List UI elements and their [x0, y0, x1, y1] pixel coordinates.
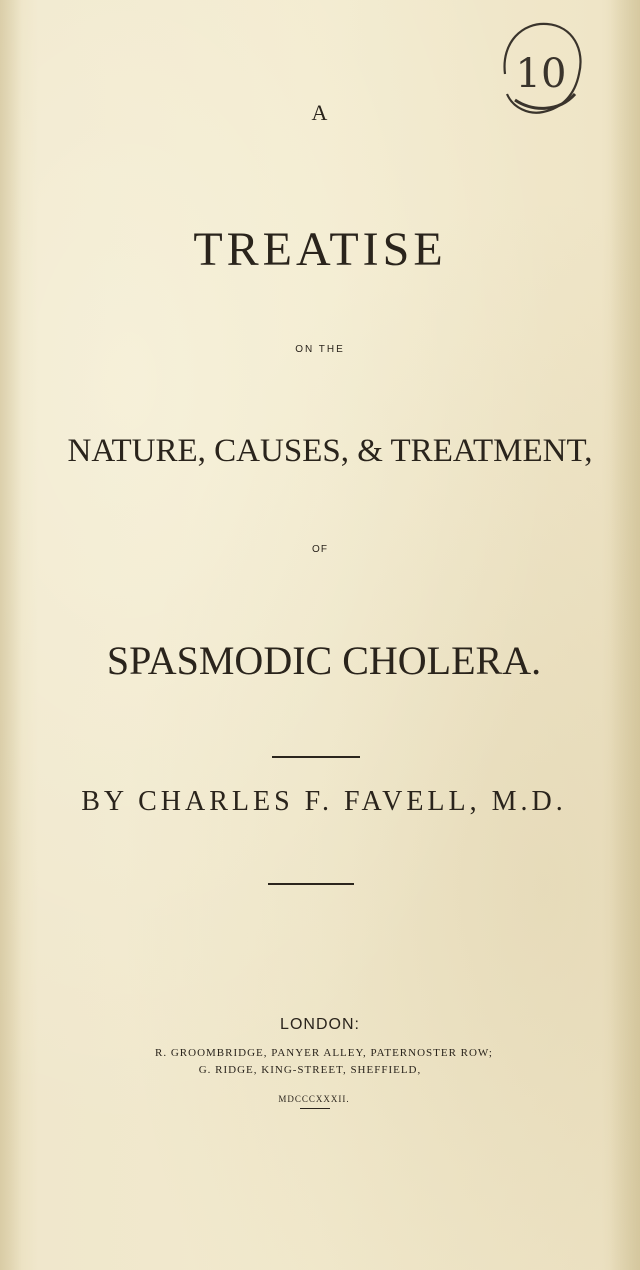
main-title: TREATISE — [193, 223, 447, 276]
imprint-date: MDCCCXXXII. — [278, 1094, 350, 1104]
imprint-publisher-line-2: G. RIDGE, KING-STREET, SHEFFIELD, — [198, 1064, 422, 1076]
stamp-number: 10 — [515, 51, 567, 97]
rule-above-author — [272, 756, 360, 758]
imprint-city: LONDON: — [280, 1016, 360, 1033]
page-left-edge-shadow — [0, 0, 22, 1270]
title-article: A — [311, 100, 329, 125]
rule-below-date — [300, 1108, 330, 1109]
author-line: BY CHARLES F. FAVELL, M.D. — [81, 786, 567, 817]
imprint-publisher-line-1: R. GROOMBRIDGE, PANYER ALLEY, PATERNOSTER ROW; — [155, 1047, 493, 1059]
connector-on-the: ON THE — [295, 344, 345, 355]
page-right-edge-shadow — [610, 0, 640, 1270]
rule-below-author — [268, 883, 354, 885]
disease-title: SPASMODIC CHOLERA. — [106, 638, 542, 683]
subject-line: NATURE, CAUSES, & TREATMENT, — [67, 433, 593, 469]
connector-of: OF — [312, 544, 328, 555]
